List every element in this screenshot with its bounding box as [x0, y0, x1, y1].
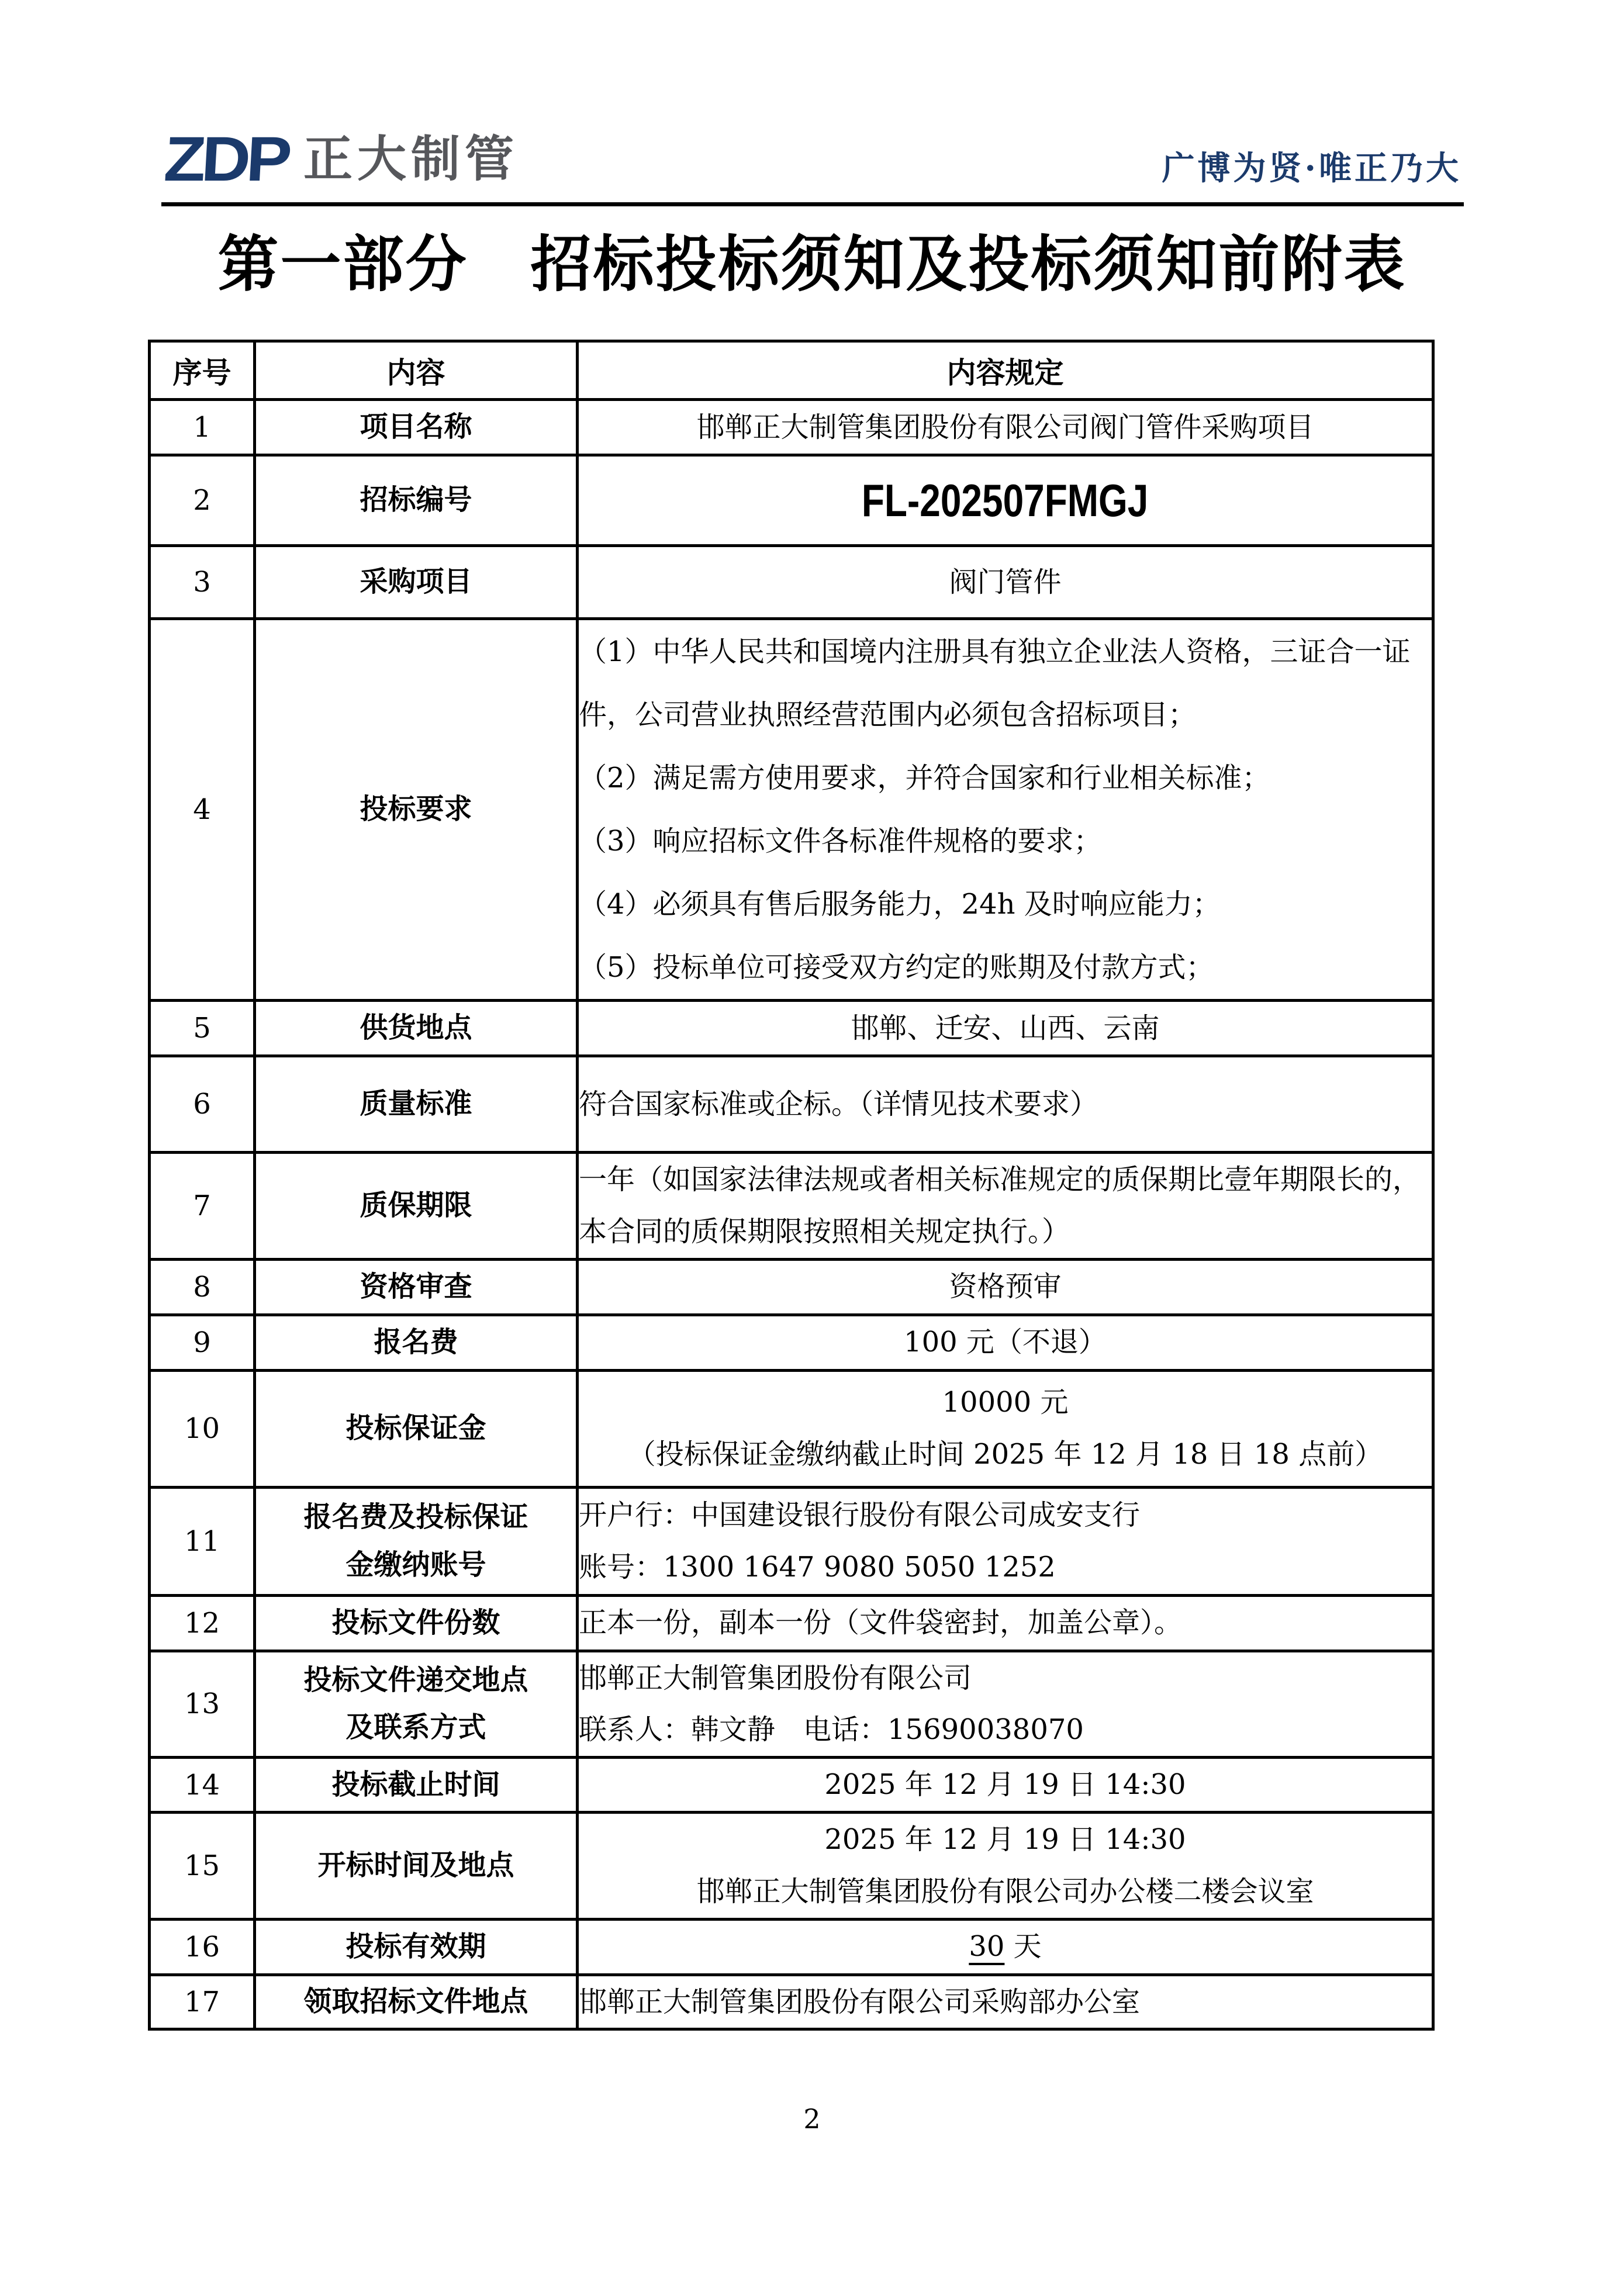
table-row: [150, 1056, 1433, 1153]
row-content-cell: 邯郸正大制管集团股份有限公司阀门管件采购项目: [578, 400, 1433, 455]
row-number-cell: 15: [150, 1812, 255, 1919]
row-label-cell: 投标保证金: [255, 1370, 578, 1487]
row-number-cell: 5: [150, 1001, 255, 1056]
table-row: [150, 1259, 1433, 1315]
table-row: [150, 1975, 1433, 2029]
row-label-cell: 投标有效期: [255, 1919, 578, 1975]
row-label-cell: 采购项目: [255, 546, 578, 619]
row-label-cell: 供货地点: [255, 1001, 578, 1056]
row-label-cell: 投标文件份数: [255, 1595, 578, 1651]
row-number-cell: 12: [150, 1595, 255, 1651]
row-label-cell: 资格审查: [255, 1259, 578, 1315]
row-number-cell: 8: [150, 1259, 255, 1315]
row-content-cell: 一年（如国家法律法规或者相关标准规定的质保期比壹年期限长的，本合同的质保期限按照相关规定执行。）: [578, 1153, 1433, 1260]
row-number-cell: 9: [150, 1315, 255, 1370]
tender-notice-table: [148, 340, 1435, 2031]
row-label-cell: 项目名称: [255, 400, 578, 455]
row-number-cell: 13: [150, 1651, 255, 1758]
table-row: [150, 1370, 1433, 1487]
row-number-cell: 10: [150, 1370, 255, 1487]
table-row: [150, 1595, 1433, 1651]
row-content-cell: 100 元（不退）: [578, 1315, 1433, 1370]
row-number-cell: 17: [150, 1975, 255, 2029]
table-body: [150, 400, 1433, 2029]
row-label-cell: 报名费及投标保证 金缴纳账号: [255, 1487, 578, 1595]
company-slogan: 广博为贤·唯正乃大: [1162, 149, 1461, 188]
table-row: [150, 1001, 1433, 1056]
row-label-cell: 投标截止时间: [255, 1758, 578, 1813]
row-content-cell: 2025 年 12 月 19 日 14:30 邯郸正大制管集团股份有限公司办公楼二楼会议室: [578, 1812, 1433, 1919]
table-row: [150, 1487, 1433, 1595]
row-number-cell: 4: [150, 619, 255, 1001]
zdp-logo-icon: ZDP: [162, 123, 290, 194]
table-row: [150, 619, 1433, 1001]
table-row: [150, 1153, 1433, 1260]
row-label-cell: 投标要求: [255, 619, 578, 1001]
page-number: 2: [803, 2103, 821, 2135]
row-label-cell: 质保期限: [255, 1153, 578, 1260]
row-content-cell: 邯郸正大制管集团股份有限公司采购部办公室: [578, 1975, 1433, 2029]
table-row: [150, 1758, 1433, 1813]
row-number-cell: 16: [150, 1919, 255, 1975]
table-header-row: [150, 341, 1433, 400]
row-content-cell: 阀门管件: [578, 546, 1433, 619]
row-label-cell: 招标编号: [255, 455, 578, 546]
table-row: [150, 546, 1433, 619]
table-row: [150, 1315, 1433, 1370]
column-header-item: 内容: [255, 341, 578, 400]
row-number-cell: 2: [150, 455, 255, 546]
page-header: [162, 123, 1461, 194]
header-divider: [161, 202, 1464, 206]
row-content-cell: 符合国家标准或企标。（详情见技术要求）: [578, 1056, 1433, 1153]
row-content-cell: 邯郸、迁安、山西、云南: [578, 1001, 1433, 1056]
row-content-cell: 邯郸正大制管集团股份有限公司 联系人：韩文静 电话：15690038070: [578, 1651, 1433, 1758]
company-brand: [162, 123, 519, 194]
row-number-cell: 7: [150, 1153, 255, 1260]
row-label-cell: 质量标准: [255, 1056, 578, 1153]
company-name: 正大制管: [303, 132, 519, 186]
row-number-cell: 6: [150, 1056, 255, 1153]
table-row: [150, 400, 1433, 455]
table-row: [150, 1812, 1433, 1919]
table-row: [150, 1651, 1433, 1758]
row-number-cell: 3: [150, 546, 255, 619]
row-content-cell: （1）中华人民共和国境内注册具有独立企业法人资格，三证合一证件，公司营业执照经营范围内必须包含招标项目； （2）满足需方使用要求，并符合国家和行业相关标准； （3）响应招标文件各标准件规格的要求； （4）必须具有售后服务能力，24h 及时响应能力； （5）投标单位可接受双方约定的账期及付款方式；: [578, 619, 1433, 1001]
row-number-cell: 1: [150, 400, 255, 455]
row-content-cell: 30 天: [578, 1919, 1433, 1975]
row-label-cell: 投标文件递交地点 及联系方式: [255, 1651, 578, 1758]
table-row: [150, 455, 1433, 546]
row-content-cell: 正本一份，副本一份（文件袋密封，加盖公章）。: [578, 1595, 1433, 1651]
column-header-spec: 内容规定: [578, 341, 1433, 400]
row-label-cell: 领取招标文件地点: [255, 1975, 578, 2029]
row-content-cell: 资格预审: [578, 1259, 1433, 1315]
table-row: [150, 1919, 1433, 1975]
row-content-cell: 开户行：中国建设银行股份有限公司成安支行 账号：1300 1647 9080 5050 1252: [578, 1487, 1433, 1595]
row-label-cell: 开标时间及地点: [255, 1812, 578, 1919]
row-content-cell: 10000 元 （投标保证金缴纳截止时间 2025 年 12 月 18 日 18 点前）: [578, 1370, 1433, 1487]
document-title: 第一部分 招标投标须知及投标须知前附表: [217, 228, 1407, 300]
row-label-cell: 报名费: [255, 1315, 578, 1370]
row-content-cell: FL-202507FMGJ: [578, 455, 1433, 546]
row-number-cell: 14: [150, 1758, 255, 1813]
row-content-cell: 2025 年 12 月 19 日 14:30: [578, 1758, 1433, 1813]
row-number-cell: 11: [150, 1487, 255, 1595]
column-header-seq: 序号: [150, 341, 255, 400]
